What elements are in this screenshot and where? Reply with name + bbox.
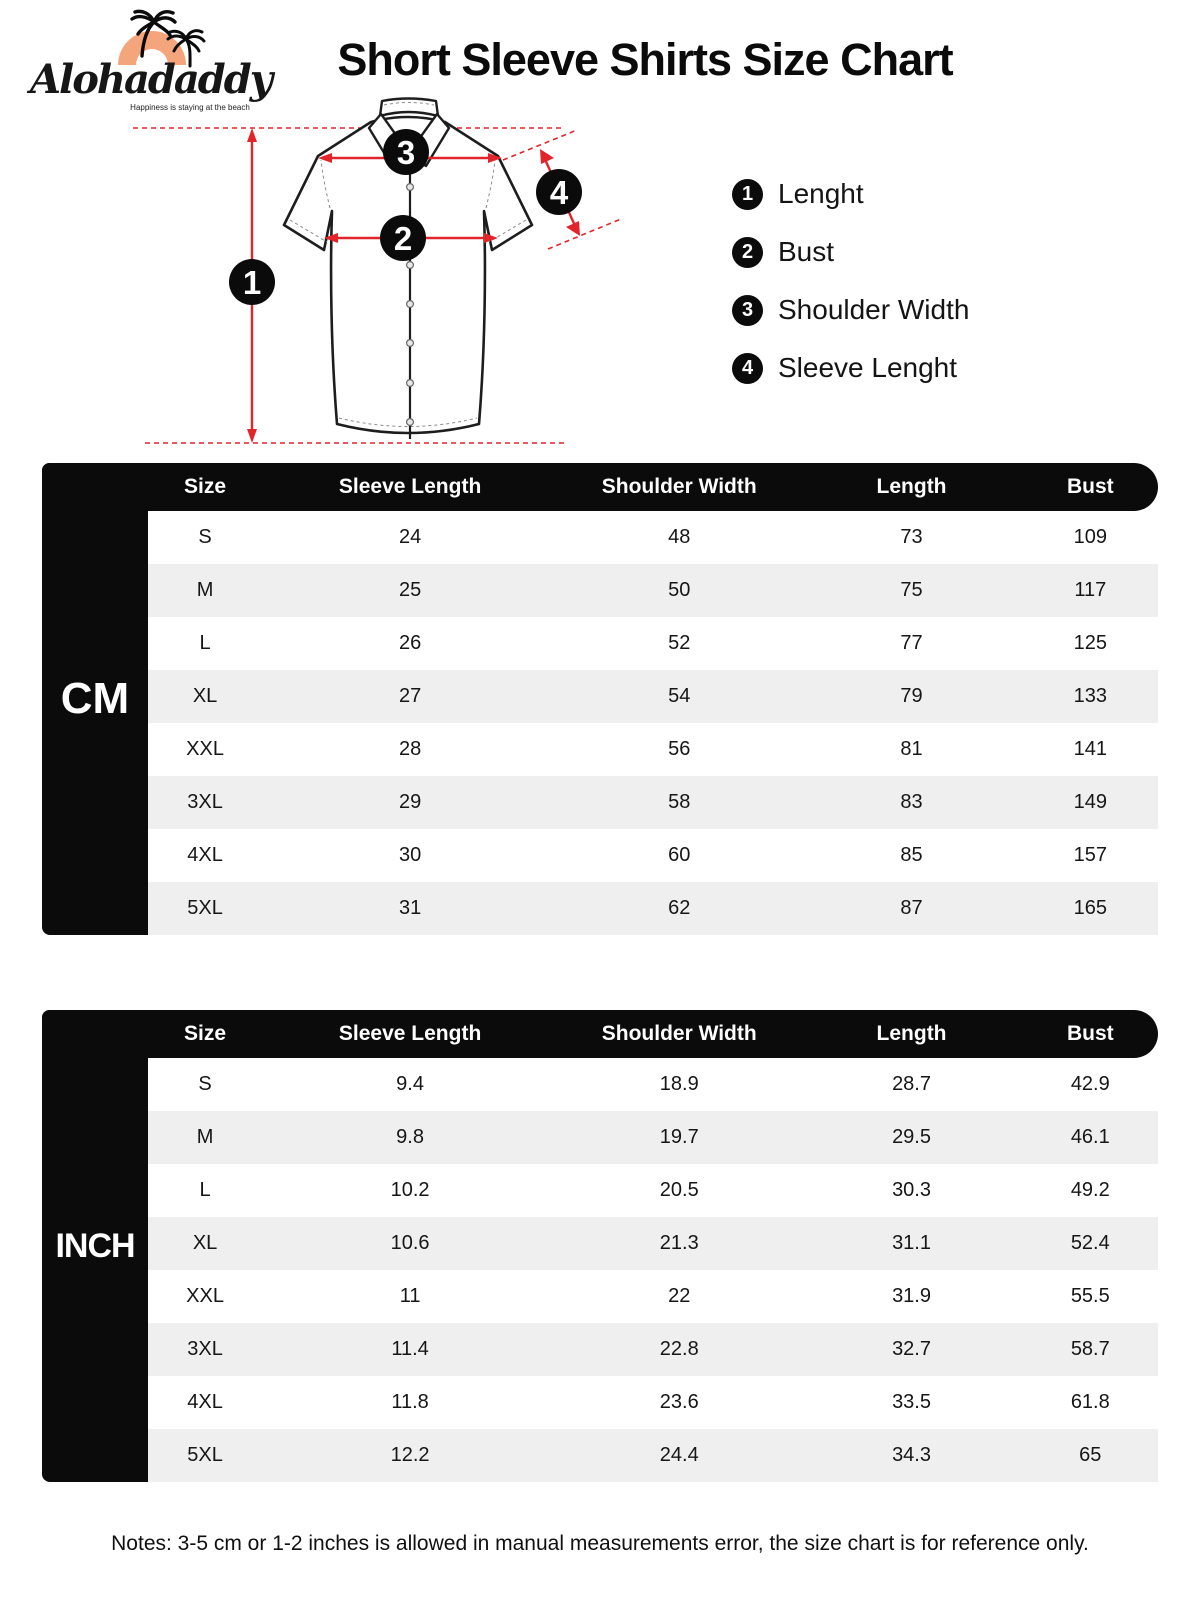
value-cell: 31.9 [892,1285,931,1307]
value-cell: 133 [1073,685,1107,707]
table-row [148,1270,1158,1323]
legend-item-length [732,178,969,210]
value-cell: 83 [900,791,923,813]
table-row [148,511,1158,564]
legend-label-bust: Bust [778,236,835,267]
value-cell: 32.7 [892,1338,931,1360]
size-cell: 4XL [187,1391,223,1413]
value-cell: 65 [1079,1444,1102,1466]
inch-table-rows [148,1058,1158,1482]
legend-badge-1: 1 [732,179,763,210]
size-cell: M [196,579,214,601]
size-cell: 4XL [187,844,223,866]
table-row [148,1376,1158,1429]
cm-unit-label: CM [60,674,130,723]
table-row [148,670,1158,723]
table-row [148,617,1158,670]
inch-unit-label: INCH [55,1226,135,1265]
value-cell: 20.5 [659,1179,699,1201]
value-cell: 77 [900,632,923,654]
brand-tagline: Happiness is staying at the beach [130,103,250,112]
value-cell: 27 [398,685,422,707]
cm-table-header [42,463,1158,511]
size-cell: S [198,1073,212,1095]
value-cell: 12.2 [390,1444,430,1466]
value-cell: 79 [900,685,923,707]
brand-name: Alohadaddy [30,56,271,103]
column-header: Length [876,475,947,498]
size-cell: 5XL [187,897,223,919]
cm-size-table [42,463,1158,935]
value-cell: 25 [398,579,422,601]
size-cell: 3XL [187,1338,223,1360]
value-cell: 48 [668,526,691,548]
value-cell: 117 [1074,579,1107,601]
size-cell: S [198,526,212,548]
size-cell: 3XL [187,791,223,813]
legend-item-shoulder-width [732,294,969,326]
legend-badge-4: 4 [732,353,763,384]
cm-table-rows [148,511,1158,935]
value-cell: 22.8 [659,1338,699,1360]
legend-badge-2: 2 [732,237,763,268]
column-header: Length [876,1022,947,1045]
table-row [148,723,1158,776]
marker-1: 1 [242,264,262,301]
value-cell: 73 [900,526,923,548]
legend-item-sleeve-length [732,352,969,384]
size-cell: XXL [186,1285,224,1307]
inch-size-table [42,1010,1158,1482]
value-cell: 52 [668,632,691,654]
value-cell: 58 [668,791,691,813]
value-cell: 33.5 [892,1391,931,1413]
value-cell: 62 [668,897,691,919]
size-cell: XXL [186,738,224,760]
value-cell: 30.3 [892,1179,931,1201]
value-cell: 49.2 [1070,1179,1110,1201]
value-cell: 9.4 [396,1073,424,1095]
marker-2: 2 [393,220,413,257]
value-cell: 165 [1073,897,1107,919]
value-cell: 21.3 [659,1232,699,1254]
value-cell: 26 [398,632,422,654]
value-cell: 85 [900,844,923,866]
inch-table-header [42,1010,1158,1058]
size-cell: M [196,1126,214,1148]
value-cell: 30 [398,844,422,866]
value-cell: 10.2 [390,1179,430,1201]
value-cell: 50 [668,579,691,601]
size-cell: 5XL [187,1444,223,1466]
value-cell: 125 [1073,632,1107,654]
table-row [148,1323,1158,1376]
value-cell: 29.5 [892,1126,931,1148]
column-header: Bust [1066,475,1114,498]
size-cell: XL [192,1232,218,1254]
value-cell: 87 [900,897,923,919]
marker-3: 3 [396,134,416,171]
legend-item-bust [732,236,969,268]
value-cell: 75 [900,579,923,601]
value-cell: 23.6 [659,1391,699,1413]
column-header: Shoulder Width [601,475,757,498]
size-cell: L [199,632,211,654]
marker-4: 4 [549,174,569,211]
table-row [148,1111,1158,1164]
value-cell: 11.8 [391,1391,429,1413]
value-cell: 157 [1073,844,1107,866]
column-header: Bust [1066,1022,1114,1045]
table-row [148,1058,1158,1111]
value-cell: 28.7 [892,1073,931,1095]
size-cell: L [199,1179,211,1201]
measurement-note: Notes: 3-5 cm or 1-2 inches is allowed in manual measurements error, the size chart is for reference only. [111,1532,1089,1555]
table-row [148,564,1158,617]
value-cell: 52.4 [1070,1232,1110,1254]
value-cell: 9.8 [396,1126,424,1148]
legend-badge-3: 3 [732,295,763,326]
value-cell: 28 [398,738,422,760]
value-cell: 34.3 [892,1444,931,1466]
value-cell: 42.9 [1070,1073,1110,1095]
value-cell: 61.8 [1070,1391,1110,1413]
value-cell: 60 [668,844,691,866]
value-cell: 81 [900,738,923,760]
value-cell: 46.1 [1070,1126,1110,1148]
table-row [148,829,1158,882]
value-cell: 149 [1073,791,1107,813]
value-cell: 58.7 [1070,1338,1110,1360]
value-cell: 11.4 [391,1338,429,1360]
page-title: Short Sleeve Shirts Size Chart [337,34,953,85]
shirt-measurement-diagram [125,92,622,460]
value-cell: 56 [668,738,691,760]
table-row [148,1217,1158,1270]
table-row [148,776,1158,829]
value-cell: 18.9 [659,1073,699,1095]
value-cell: 54 [668,685,691,707]
inch-unit-sidebar [42,1010,148,1482]
table-row [148,1164,1158,1217]
value-cell: 11 [399,1285,421,1307]
value-cell: 55.5 [1070,1285,1110,1307]
value-cell: 24.4 [659,1444,699,1466]
value-cell: 24 [398,526,422,548]
value-cell: 109 [1073,526,1107,548]
table-row [148,882,1158,935]
value-cell: 22 [668,1285,691,1307]
size-cell: XL [192,685,218,707]
legend-label-sleeve-length: Sleeve Lenght [778,352,958,383]
column-header: Sleeve Length [338,1022,482,1045]
value-cell: 19.7 [659,1126,699,1148]
column-header: Shoulder Width [601,1022,757,1045]
value-cell: 10.6 [390,1232,430,1254]
column-header: Size [184,475,227,498]
measurement-legend [732,178,969,384]
value-cell: 31.1 [892,1232,931,1254]
value-cell: 29 [398,791,422,813]
column-header: Size [184,1022,227,1045]
column-header: Sleeve Length [338,475,482,498]
legend-label-shoulder-width: Shoulder Width [778,294,970,325]
legend-label-length: Lenght [778,178,864,209]
value-cell: 141 [1073,738,1107,760]
value-cell: 31 [398,897,422,919]
cm-unit-sidebar [42,463,148,935]
table-row [148,1429,1158,1482]
